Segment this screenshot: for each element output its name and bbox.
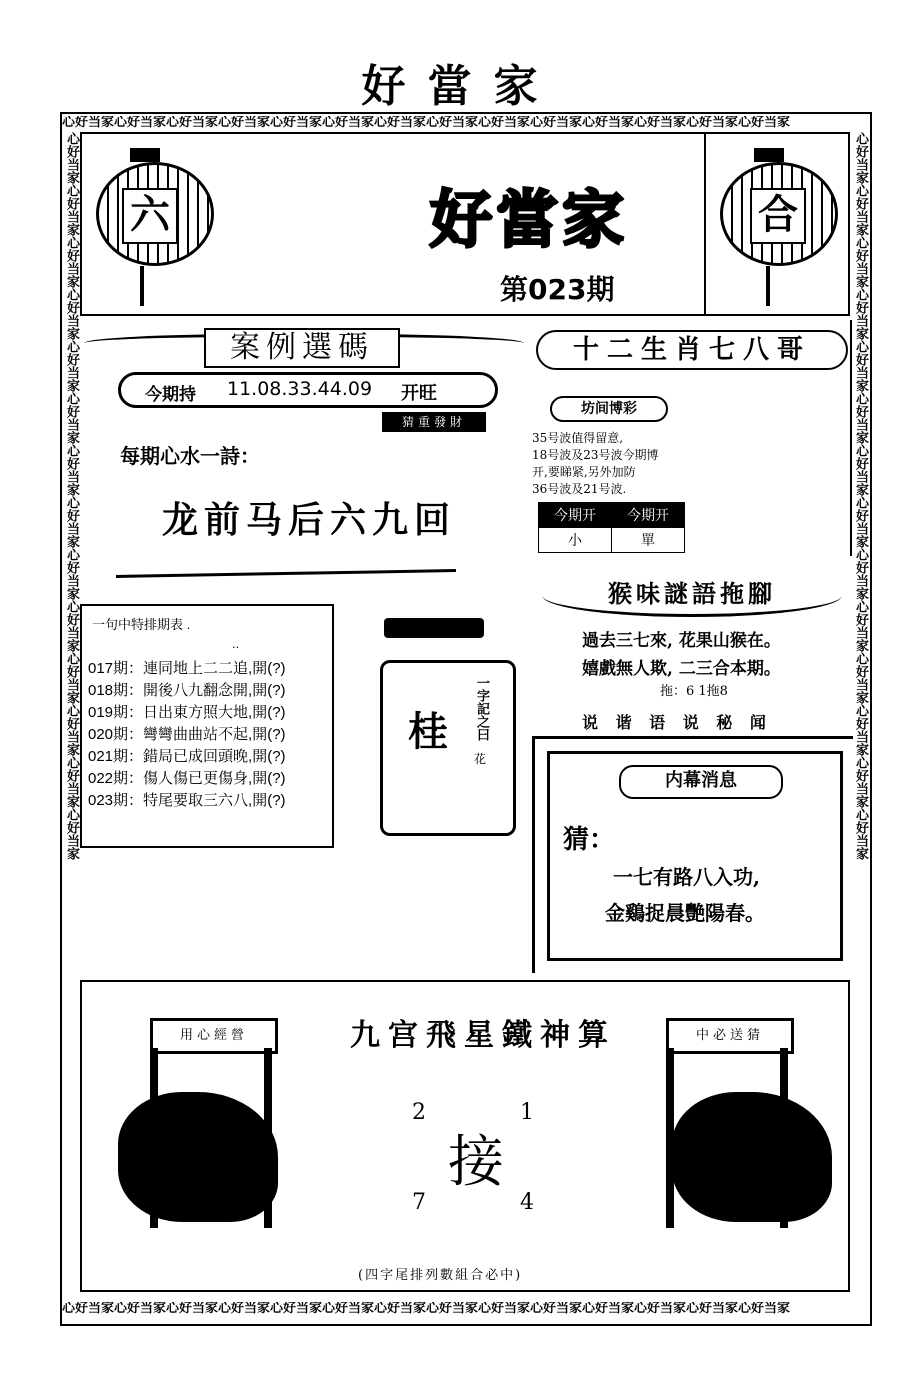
issue-number: 第023期 (500, 273, 615, 306)
zodiac-lines (532, 430, 659, 498)
history-row: 021期：錯局已成回頭晚,開(?) (88, 748, 286, 765)
banner-divider (704, 134, 706, 314)
history-row: 022期：傷人傷已更傷身,開(?) (88, 770, 286, 787)
bottom-panel (80, 980, 850, 1292)
insider-line1: 一七有路八入功, (613, 865, 760, 889)
number-bottom-left: 7 (412, 1190, 426, 1215)
history-row: 019期：日出東方照大地,開(?) (88, 704, 286, 721)
zodiac-line: 开,要睇紧,另外加防 (532, 465, 636, 479)
history-rows (88, 658, 286, 812)
lantern-right-cap (754, 148, 784, 162)
history-row: 020期：彎彎曲曲站不起,開(?) (88, 726, 286, 743)
scroll-icon (380, 660, 516, 836)
current-label: 今期持 (145, 385, 196, 405)
poem-underline (116, 569, 456, 578)
right-plaque: 中必送猜 (666, 1018, 794, 1054)
arc-title: 九宫飛星鐵神算 (350, 1018, 616, 1053)
history-row: 018期：開後八九翻念開,開(?) (88, 682, 286, 699)
numbers-pill (118, 372, 498, 408)
archer-rider-left-icon (118, 1092, 278, 1222)
zodiac-line: 35号波值得留意, (532, 431, 624, 445)
left-plaque: 用心經營 (150, 1018, 278, 1054)
case-panel (80, 320, 520, 580)
current-result: 开旺 (401, 383, 437, 404)
case-banner: 案例選碼 (204, 328, 400, 368)
table-cell: 小 (539, 528, 612, 553)
scroll-panel (350, 610, 520, 840)
current-numbers: 11.08.33.44.09 (227, 378, 373, 400)
zodiac-line: 18号波及23号波今期博 (532, 448, 659, 462)
table-cell: 單 (612, 528, 685, 553)
history-row: 023期：特尾要取三六八,開(?) (88, 792, 286, 809)
table-header: 今期开 (539, 503, 612, 528)
number-top-left: 2 (412, 1100, 426, 1125)
case-stamp: 猜重發財 (382, 412, 486, 432)
scroll-side-small: 花 (474, 752, 487, 766)
border-right-text: 心好当家心好当家心好当家心好当家心好当家心好当家心好当家心好当家心好当家心好当家心好当家心好当家心好当家心好当家 (853, 132, 868, 860)
insider-line2: 金鷄捉晨艷陽春。 (605, 901, 765, 925)
insider-title: 内幕消息 (619, 765, 783, 799)
lantern-right-tassel (766, 266, 770, 306)
monkey-line2: 嬉戲無人欺, 二三合本期。 (582, 659, 781, 679)
zodiac-title: 十二生肖七八哥 (536, 330, 848, 370)
lantern-left-cap (130, 148, 160, 162)
number-bottom-right: 4 (520, 1190, 534, 1215)
border-bottom-text: 心好当家心好当家心好当家心好当家心好当家心好当家心好当家心好当家心好当家心好当家心好当家心好当家心好当家心好当家 (62, 1302, 791, 1316)
zodiac-line: 36号波及21号波. (532, 482, 627, 496)
history-heading: 一句中特排期表 . (92, 617, 191, 632)
archer-rider-right-icon (672, 1092, 832, 1222)
number-top-right: 1 (520, 1100, 534, 1125)
zodiac-table (538, 502, 685, 553)
banner-title: 好當家 (430, 183, 629, 256)
page-title: 好當家 (361, 61, 560, 112)
monkey-note: 拖：6 1拖8 (660, 684, 728, 699)
history-row: 017期：連同地上二二追,開(?) (88, 660, 286, 677)
monkey-panel (528, 562, 850, 742)
lantern-left-char: 六 (122, 188, 178, 244)
monkey-title: 猴味謎語拖腳 (542, 574, 842, 617)
poem-heading: 每期心水一詩： (120, 444, 260, 468)
scroll-char: 桂 (408, 708, 448, 755)
lantern-right-char: 合 (750, 188, 806, 244)
poem-text: 龙前马后六九回 (162, 499, 457, 541)
guess-label: 猜： (563, 825, 616, 855)
zodiac-badge: 坊间博彩 (550, 396, 668, 422)
pointing-hand-icon (384, 618, 484, 638)
top-banner (80, 132, 850, 316)
monkey-line1: 過去三七來, 花果山猴在。 (582, 631, 781, 651)
bottom-footer: (四字尾排列數組合必中) (358, 1268, 523, 1283)
history-panel (80, 604, 334, 848)
history-dots: .. (232, 636, 240, 651)
monkey-footer: 说 谐 语 说 秘 闻 (582, 713, 772, 732)
scroll-side-text: 一字記之曰 (474, 676, 489, 741)
zodiac-panel (528, 320, 852, 556)
border-left-text: 心好当家心好当家心好当家心好当家心好当家心好当家心好当家心好当家心好当家心好当家心好当家心好当家心好当家心好当家 (64, 132, 79, 860)
insider-panel (532, 736, 853, 973)
center-char: 接 (448, 1130, 504, 1195)
table-header: 今期开 (612, 503, 685, 528)
border-top-text: 心好当家心好当家心好当家心好当家心好当家心好当家心好当家心好当家心好当家心好当家心好当家心好当家心好当家心好当家 (62, 116, 791, 130)
lantern-left-tassel (140, 266, 144, 306)
